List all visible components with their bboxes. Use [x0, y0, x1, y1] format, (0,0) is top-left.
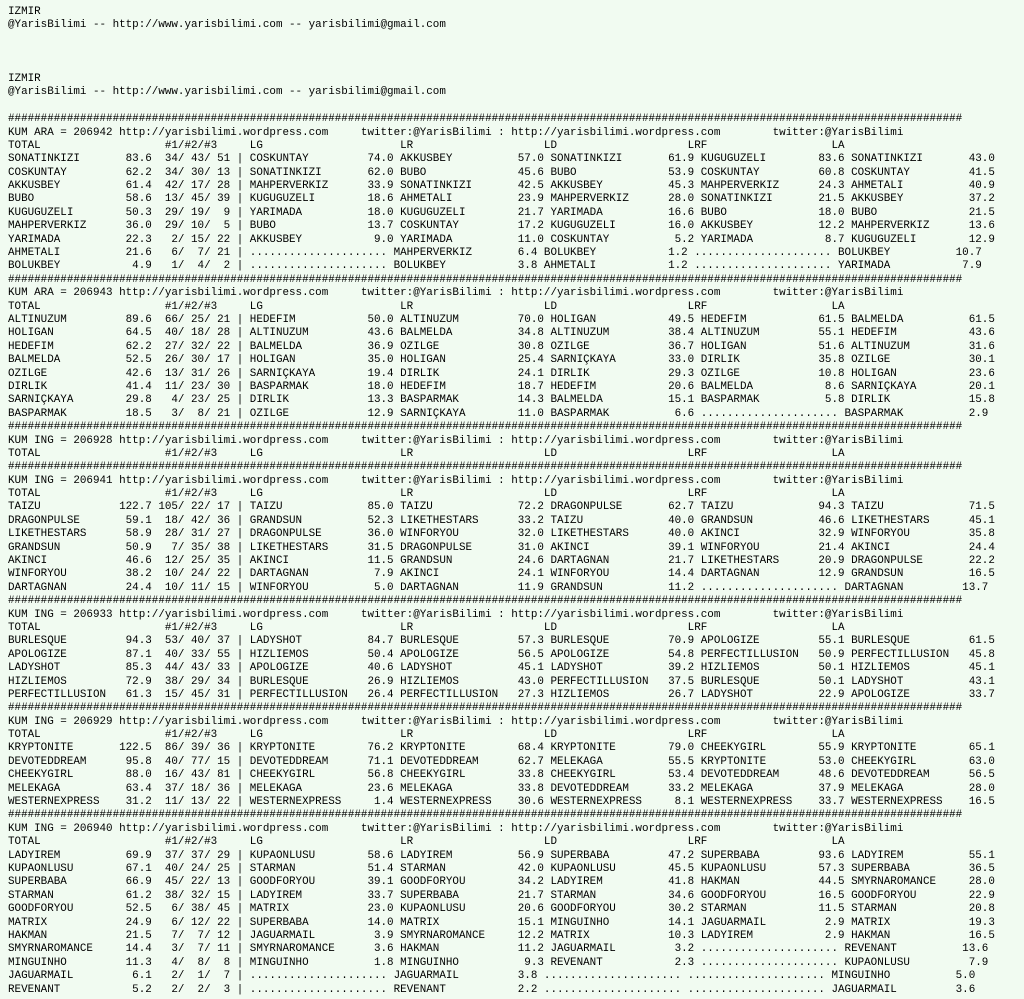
horse-row: KUPAONLUSU 67.1 40/ 24/ 25 | STARMAN 51.4 STARMAN 42.0 KUPAONLUSU 45.5 KUPAONLUSU 57.3 SÜPERBABA 36.5 — [8, 863, 995, 875]
horse-row: KRYPTONITE 122.5 86/ 39/ 36 | KRYPTONITE 76.2 KRYPTONITE 68.4 KRYPTONITE 79.0 CHEEKYGIRL 55.9 KRYPTONITE 65.1 — [8, 742, 995, 755]
horse-row: AKKUSBEY 61.4 42/ 17/ 28 | MAHPERVERKIZ 33.9 SONATINKIZI 42.5 AKKUSBEY 45.3 MAHPERVERKIZ 24.3 AHMETALI 40.9 — [8, 180, 995, 193]
horse-row: BASPARMAK 18.5 3/ 8/ 21 | ÖZILGE 12.9 SARNIÇKAYA 11.0 BASPARMAK 6.6 ..................... BASPARMAK 2.9 — [8, 407, 989, 420]
horse-row: LIKETHESTARS 58.9 28/ 31/ 27 | DRAGONPULSE 36.0 WINFORYOU 32.0 LIKETHESTARS 40.0 AKINCI 32.9 WINFORYOU 35.8 — [8, 528, 995, 541]
contact-line: @YarisBilimi -- http://www.yarisbilimi.com -- yarisbilimi@gmail.com — [8, 86, 446, 99]
horse-row: DIRLIK 41.4 11/ 23/ 30 | BASPARMAK 18.0 HEDEFIM 18.7 HEDEFIM 20.6 BALMELDA 8.6 SARNIÇKAYA 20.1 — [8, 380, 995, 393]
horse-row: LADYIREM 69.9 37/ 37/ 29 | KUPAONLUSU 58.6 LADYIREM 56.9 SÜPERBABA 47.2 SÜPERBABA 93.6 LADYIREM 55.1 — [8, 849, 995, 862]
separator-line: ################################################################################################################################################## — [8, 273, 963, 286]
column-header-line: TOTAL #1/#2/#3 LG LR LD LRF LA — [8, 836, 845, 849]
race-header-line: KUM ING = 206933 http://yarisbilimi.wordpress.com twitter:@YarisBilimi : http://yarisbilimi.wordpress.com twitter:@YarisBilimi — [8, 608, 904, 621]
horse-row: HAKMAN 21.5 7/ 7/ 12 | JAGUARMAIL 3.9 SMYRNAROMANCE 12.2 MATRIX 10.3 LADYIREM 2.9 HAKMAN 16.5 — [8, 929, 995, 942]
separator-line: ################################################################################################################################################## — [8, 461, 963, 474]
column-header-line: TOTAL #1/#2/#3 LG LR LD LRF LA — [8, 729, 845, 742]
contact-line: @YarisBilimi -- http://www.yarisbilimi.com -- yarisbilimi@gmail.com — [8, 19, 446, 32]
horse-row: YARIMADA 22.3 2/ 15/ 22 | AKKUSBEY 9.0 YARIMADA 11.0 COSKUNTAY 5.2 YARIMADA 8.7 KUGUGÜZELI 12.9 — [8, 233, 995, 246]
horse-row: DARTAGNAN 24.4 10/ 11/ 15 | WINFORYOU 5.0 DARTAGNAN 11.9 GRANDSUN 11.2 ..................... DARTAGNAN 13.7 — [8, 581, 989, 594]
horse-row: ALTINÜZÜM 89.6 66/ 25/ 21 | HEDEFIM 50.0 ALTINÜZÜM 70.0 HOLIGAN 49.5 HEDEFIM 61.5 BALMELDA 61.5 — [8, 313, 995, 326]
horse-row: BURLESQUE 94.3 53/ 40/ 37 | LADYSHOT 84.7 BURLESQUE 57.3 BURLESQUE 70.9 APOLOGIZE 55.1 BURLESQUE 61.5 — [8, 635, 995, 648]
race-header-line: KUM ING = 206941 http://yarisbilimi.wordpress.com twitter:@YarisBilimi : http://yarisbilimi.wordpress.com twitter:@YarisBilimi — [8, 474, 904, 487]
column-header-line: TOTAL #1/#2/#3 LG LR LD LRF LA — [8, 139, 845, 152]
horse-row: BÖLÜKBEY 4.9 1/ 4/ 2 | ..................... BÖLÜKBEY 3.8 AHMETALI 1.2 ..................... YARIMADA 7.9 — [8, 260, 982, 273]
horse-row: AHMETALI 21.6 6/ 7/ 21 | ..................... MAHPERVERKIZ 6.4 BÖLÜKBEY 1.2 ..................... BÖLÜKBEY 10.7 — [8, 247, 982, 260]
horse-row: SÜPERBABA 66.9 45/ 22/ 13 | GOODFORYOU 39.1 GOODFORYOU 34.2 LADYIREM 41.8 HAKMAN 44.5 SMYRNAROMANCE 28.0 — [8, 876, 995, 889]
horse-row: DRAGONPULSE 59.1 18/ 42/ 36 | GRANDSUN 52.3 LIKETHESTARS 33.2 TAIZU 40.0 GRANDSUN 46.6 LIKETHESTARS 45.1 — [8, 514, 995, 527]
blank-line — [8, 100, 1024, 113]
city-title: IZMIR — [8, 72, 41, 85]
race-header-line: KUM ING = 206928 http://yarisbilimi.wordpress.com twitter:@YarisBilimi : http://yarisbilimi.wordpress.com twitter:@YarisBilimi — [8, 434, 904, 447]
column-header-line: TOTAL #1/#2/#3 LG LR LD LRF LA — [8, 488, 845, 501]
horse-row: WINFORYOU 38.2 10/ 24/ 22 | DARTAGNAN 7.9 AKINCI 24.1 WINFORYOU 14.4 DARTAGNAN 12.9 GRANDSUN 16.5 — [8, 568, 995, 581]
column-header-line: TOTAL #1/#2/#3 LG LR LD LRF LA — [8, 621, 845, 634]
horse-row: MINGUINHO 11.3 4/ 8/ 8 | MINGUINHO 1.8 MINGUINHO 9.3 REVENANT 2.3 ..................... KUPAONLUSU 7.9 — [8, 956, 989, 969]
horse-row: JAGUARMAIL 6.1 2/ 1/ 7 | ..................... JAGUARMAIL 3.8 ..................... ..................... MINGUINHO 5.0 — [8, 970, 976, 983]
race-header-line: KUM ARA = 206942 http://yarisbilimi.wordpress.com twitter:@YarisBilimi : http://yarisbilimi.wordpress.com twitter:@YarisBilimi — [8, 126, 904, 139]
race-header-line: KUM ING = 206929 http://yarisbilimi.wordpress.com twitter:@YarisBilimi : http://yarisbilimi.wordpress.com twitter:@YarisBilimi — [8, 715, 904, 728]
horse-row: BUBO 58.6 13/ 45/ 39 | KUGUGÜZELI 18.6 AHMETALI 23.9 MAHPERVERKIZ 28.0 SONATINKIZI 21.5 AKKUSBEY 37.2 — [8, 193, 995, 206]
city-title: IZMIR — [8, 6, 41, 18]
horse-row: CHEEKYGIRL 88.0 16/ 43/ 81 | CHEEKYGIRL 56.8 CHEEKYGIRL 33.8 CHEEKYGIRL 53.4 DEVOTEDDREAM 48.6 DEVOTEDDREAM 56.5 — [8, 769, 995, 782]
race-header-line: KUM ING = 206940 http://yarisbilimi.wordpress.com twitter:@YarisBilimi : http://yarisbilimi.wordpress.com twitter:@YarisBilimi — [8, 822, 904, 835]
horse-row: TAIZU 122.7 105/ 22/ 17 | TAIZU 85.0 TAIZU 72.2 DRAGONPULSE 62.7 TAIZU 94.3 TAIZU 71.5 — [8, 501, 995, 514]
horse-row: KUGUGÜZELI 50.3 29/ 19/ 9 | YARIMADA 18.0 KUGUGÜZELI 21.7 YARIMADA 16.6 BUBO 18.0 BUBO 21.5 — [8, 206, 995, 219]
horse-row: WESTERNEXPRESS 31.2 11/ 13/ 22 | WESTERNEXPRESS 1.4 WESTERNEXPRESS 30.6 WESTERNEXPRESS 8.1 WESTERNEXPRESS 33.7 WESTERNEXPRESS 16.5 — [8, 796, 995, 809]
horse-row: PERFECTILLUSION 61.3 15/ 45/ 31 | PERFECTILLUSION 26.4 PERFECTILLUSION 27.3 HIZLIEMOS 26.7 LADYSHOT 22.9 APOLOGIZE 33.7 — [8, 688, 995, 701]
blank-line — [8, 60, 1024, 73]
horse-row: SARNIÇKAYA 29.8 4/ 23/ 25 | DIRLIK 13.3 BASPARMAK 14.3 BALMELDA 15.1 BASPARMAK 5.8 DIRLIK 15.8 — [8, 394, 995, 407]
separator-line: ################################################################################################################################################## — [8, 809, 963, 822]
column-header-line: TOTAL #1/#2/#3 LG LR LD LRF LA — [8, 300, 845, 313]
blank-line — [8, 33, 1024, 46]
horse-row: ÖZILGE 42.6 13/ 31/ 26 | SARNIÇKAYA 19.4 DIRLIK 24.1 DIRLIK 29.3 ÖZILGE 10.8 HOLIGAN 23.6 — [8, 367, 995, 380]
separator-line: ################################################################################################################################################## — [8, 595, 963, 608]
horse-row: MATRIX 24.9 6/ 12/ 22 | SÜPERBABA 14.0 MATRIX 15.1 MINGUINHO 14.1 JAGUARMAIL 2.9 MATRIX 19.3 — [8, 916, 995, 929]
horse-row: HIZLIEMOS 72.9 38/ 29/ 34 | BURLESQUE 26.9 HIZLIEMOS 43.0 PERFECTILLUSION 37.5 BURLESQUE 50.1 LADYSHOT 43.1 — [8, 675, 995, 688]
horse-row: MELEKAGA 63.4 37/ 18/ 36 | MELEKAGA 23.6 MELEKAGA 33.8 DEVOTEDDREAM 33.2 MELEKAGA 37.9 MELEKAGA 28.0 — [8, 782, 995, 795]
horse-row: SONATINKIZI 83.6 34/ 43/ 51 | COSKUNTAY 74.0 AKKUSBEY 57.0 SONATINKIZI 61.9 KUGUGÜZELI 83.6 SONATINKIZI 43.0 — [8, 153, 995, 166]
race-header-line: KUM ARA = 206943 http://yarisbilimi.wordpress.com twitter:@YarisBilimi : http://yarisbilimi.wordpress.com twitter:@YarisBilimi — [8, 287, 904, 300]
horse-row: REVENANT 5.2 2/ 2/ 3 | ..................... REVENANT 2.2 ..................... ..................... JAGUARMAIL 3.6 — [8, 983, 976, 996]
horse-row: HEDEFIM 62.2 27/ 32/ 22 | BALMELDA 36.9 ÖZILGE 30.8 ÖZILGE 36.7 HOLIGAN 51.6 ALTINÜZÜM 31.6 — [8, 340, 995, 353]
horse-row: AKINCI 46.6 12/ 25/ 35 | AKINCI 11.5 GRANDSUN 24.6 DARTAGNAN 21.7 LIKETHESTARS 20.9 DRAGONPULSE 22.2 — [8, 555, 995, 568]
horse-row: GOODFORYOU 52.5 6/ 38/ 45 | MATRIX 23.0 KUPAONLUSU 20.6 GOODFORYOU 30.2 STARMAN 11.5 STARMAN 20.8 — [8, 903, 995, 916]
horse-row: COSKUNTAY 62.2 34/ 30/ 13 | SONATINKIZI 62.0 BUBO 45.6 BUBO 53.9 COSKUNTAY 60.8 COSKUNTAY 41.5 — [8, 166, 995, 179]
blank-line — [8, 46, 1024, 59]
separator-line: ################################################################################################################################################## — [8, 421, 963, 434]
horse-row: LADYSHOT 85.3 44/ 43/ 33 | APOLOGIZE 40.6 LADYSHOT 45.1 LADYSHOT 39.2 HIZLIEMOS 50.1 HIZLIEMOS 45.1 — [8, 662, 995, 675]
horse-row: GRANDSUN 50.9 7/ 35/ 38 | LIKETHESTARS 31.5 DRAGONPULSE 31.0 AKINCI 39.1 WINFORYOU 21.4 AKINCI 24.4 — [8, 541, 995, 554]
separator-line: ################################################################################################################################################## — [8, 113, 963, 126]
horse-row: MAHPERVERKIZ 36.0 29/ 10/ 5 | BUBO 13.7 COSKUNTAY 17.2 KUGUGÜZELI 16.0 AKKUSBEY 12.2 MAHPERVERKIZ 13.6 — [8, 220, 995, 233]
column-header-line: TOTAL #1/#2/#3 LG LR LD LRF LA — [8, 447, 845, 460]
horse-row: BALMELDA 52.5 26/ 30/ 17 | HOLIGAN 35.0 HOLIGAN 25.4 SARNIÇKAYA 33.0 DIRLIK 35.8 ÖZILGE 30.1 — [8, 354, 995, 367]
horse-row: DEVOTEDDREAM 95.8 40/ 77/ 15 | DEVOTEDDREAM 71.1 DEVOTEDDREAM 62.7 MELEKAGA 55.5 KRYPTONITE 53.0 CHEEKYGIRL 63.0 — [8, 755, 995, 768]
horse-row: STARMAN 61.2 38/ 32/ 15 | LADYIREM 33.7 SÜPERBABA 21.7 STARMAN 34.6 GOODFORYOU 16.5 GOODFORYOU 22.9 — [8, 889, 995, 902]
separator-line: ################################################################################################################################################## — [8, 702, 963, 715]
horse-row: SMYRNAROMANCE 14.4 3/ 7/ 11 | SMYRNAROMANCE 3.6 HAKMAN 11.2 JAGUARMAIL 3.2 ..................... REVENANT 13.6 — [8, 943, 989, 956]
horse-row: HOLIGAN 64.5 40/ 18/ 28 | ALTINÜZÜM 43.6 BALMELDA 34.8 ALTINÜZÜM 38.4 ALTINÜZÜM 55.1 HEDEFIM 43.6 — [8, 327, 995, 340]
horse-row: APOLOGIZE 87.1 40/ 33/ 55 | HIZLIEMOS 50.4 APOLOGIZE 56.5 APOLOGIZE 54.8 PERFECTILLUSION 50.9 PERFECTILLUSION 45.8 — [8, 648, 995, 661]
